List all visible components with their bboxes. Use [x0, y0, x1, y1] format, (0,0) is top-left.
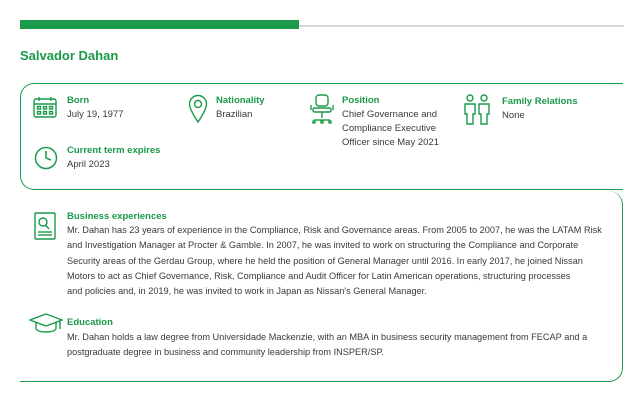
position-value-line-3: Officer since May 2021: [342, 137, 439, 148]
born-value: July 19, 1977: [67, 109, 124, 120]
term-label: Current term expires: [67, 145, 161, 156]
education-line: Mr. Dahan holds a law degree from Universidade Mackenzie, with an MBA in business security management from FECAP and a: [67, 332, 588, 342]
position-value-line-1: Chief Governance and: [342, 109, 438, 120]
family-value: None: [502, 110, 525, 121]
business-line: Motors to act as Chief Governance, Risk, Compliance and Audit Officer for Latin American operations, structuring processes: [67, 270, 571, 281]
term-value: April 2023: [67, 159, 110, 170]
education-line: postgraduate degree in business and community leadership from INSPER/SP.: [67, 347, 384, 358]
header-bar-accent: [20, 20, 299, 29]
business-line: and policies and, in 2019, he was invited to work in Japan as Nissan's General Manager.: [67, 286, 427, 297]
business-line: Security areas of the Gerdau Group, where he held the position of General Manager until 2016. In early 2017, he joined Nissan: [67, 255, 583, 266]
calendar-icon: [33, 96, 57, 118]
education-label: Education: [67, 317, 113, 328]
position-label: Position: [342, 95, 380, 106]
business-line: Mr. Dahan has 23 years of experience in the Compliance, Risk and Governance areas. From 2005 to 2007, he was the LATAM Risk: [67, 225, 602, 235]
office-chair-icon: [309, 94, 335, 124]
document-icon: [34, 212, 56, 240]
header-bar-rule: [299, 25, 624, 27]
born-label: Born: [67, 95, 90, 106]
graduation-cap-icon: [29, 313, 63, 335]
person-name: Salvador Dahan: [20, 48, 119, 63]
business-line: and Investigation Manager at Procter & Gamble. In 2007, he was invited to work on structuring the Compliance and Corporate: [67, 240, 579, 251]
clock-icon: [34, 146, 58, 170]
nationality-value: Brazilian: [216, 109, 253, 120]
position-value-line-2: Compliance Executive: [342, 123, 436, 134]
header-bar: [20, 20, 624, 29]
family-label: Family Relations: [502, 96, 578, 107]
location-pin-icon: [188, 94, 208, 124]
facts-card-top-edge: [606, 83, 623, 190]
business-label: Business experiences: [67, 211, 167, 222]
nationality-label: Nationality: [216, 95, 265, 106]
people-icon: [463, 94, 491, 126]
